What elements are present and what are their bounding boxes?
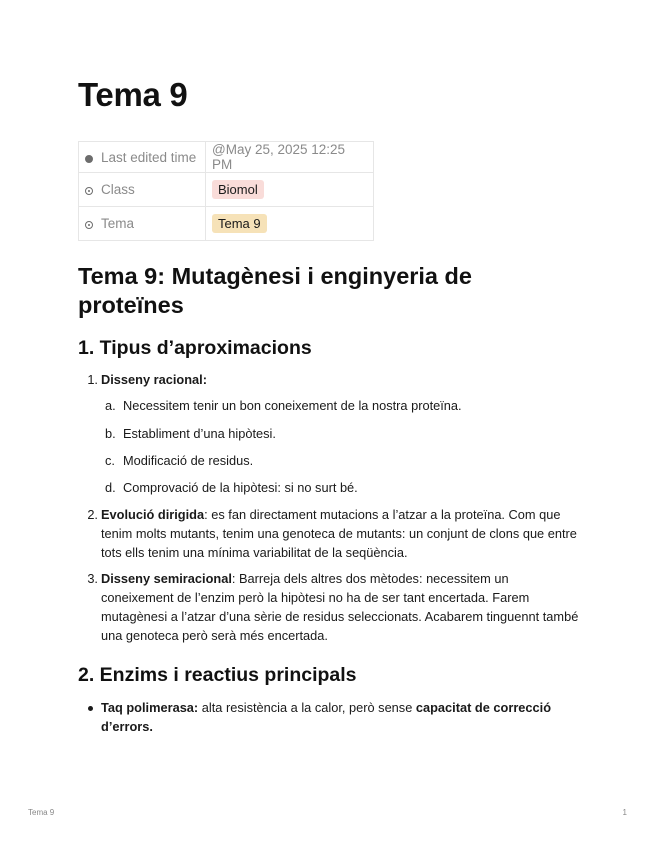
property-value-cell[interactable] [206, 207, 374, 241]
subheading-aproximacions: 1. Tipus d’aproximacions [78, 337, 312, 359]
property-row-last-edited [79, 142, 374, 173]
item-text: alta resistència a la calor, però sense [198, 700, 416, 715]
property-row-tema [79, 207, 374, 241]
property-name: Last edited time [101, 149, 197, 165]
property-name: Tema [101, 216, 135, 231]
sub-list-letter: a. [105, 398, 116, 413]
list-item-body [101, 505, 581, 562]
class-tag[interactable]: Biomol [212, 180, 264, 199]
target-icon [85, 187, 93, 195]
property-row-class [79, 173, 374, 207]
item-bold-label: Evolució dirigida [101, 507, 205, 522]
footer-page-number: 1 [622, 808, 627, 817]
properties-table [78, 141, 374, 241]
sub-list-letter: d. [105, 480, 116, 495]
footer-page-title: Tema 9 [28, 808, 55, 817]
property-name-cell [79, 207, 206, 241]
tema-tag[interactable]: Tema 9 [212, 214, 267, 233]
last-edited-value: @May 25, 2025 12:25 PM [212, 142, 346, 172]
sub-list-letter: b. [105, 426, 116, 441]
page-title: Tema 9 [78, 76, 188, 113]
item-text: : Barreja dels altres dos mètodes: necessitem un coneixement de l’enzim però la hipòtesi no ha de ser tant encertada. Farem mutagènesi a l’atzar d’una sèrie de residus seleccionats. Acabarem tinguennt també una genoteca però serà més encertada. [101, 571, 579, 643]
list-number: 3. [87, 571, 98, 586]
item-bold-label: Disseny semiracional [101, 571, 232, 586]
property-name-cell [79, 173, 206, 207]
property-name-cell [79, 142, 206, 173]
property-name: Class [101, 182, 135, 197]
clock-icon [85, 155, 93, 163]
sub-list-text: Establiment d’una hipòtesi. [123, 426, 276, 441]
item-bold-emphasis: capacitat de correcció d’errors. [101, 700, 552, 734]
sub-list-letter: c. [105, 453, 115, 468]
section-heading: Tema 9: Mutagènesi i enginyeria de proteïnes [78, 263, 472, 318]
sub-list-text: Modificació de residus. [123, 453, 254, 468]
target-icon [85, 221, 93, 229]
item-bold-label: Disseny racional: [101, 372, 207, 387]
item-bold-label: Taq polimerasa: [101, 700, 199, 715]
sub-list-text: Necessitem tenir un bon coneixement de la nostra proteïna. [123, 398, 462, 413]
subheading-enzims: 2. Enzims i reactius principals [78, 664, 357, 686]
sub-list-text: Comprovació de la hipòtesi: si no surt bé. [123, 480, 358, 495]
property-value-cell[interactable] [206, 142, 374, 173]
list-item-body [101, 569, 581, 645]
list-number: 1. [87, 372, 98, 387]
item-text: : es fan directament mutacions a l’atzar a la proteïna. Com que tenim molts mutants, tenim una genoteca de mutants: un conjunt de clons que entre tots ells tenim una mínima variabilitat de la seqüència. [101, 507, 577, 560]
list-item-body [101, 370, 581, 389]
bullet-item-body [101, 698, 581, 736]
list-number: 2. [87, 507, 98, 522]
property-value-cell[interactable] [206, 173, 374, 207]
bullet-dot [88, 706, 93, 711]
